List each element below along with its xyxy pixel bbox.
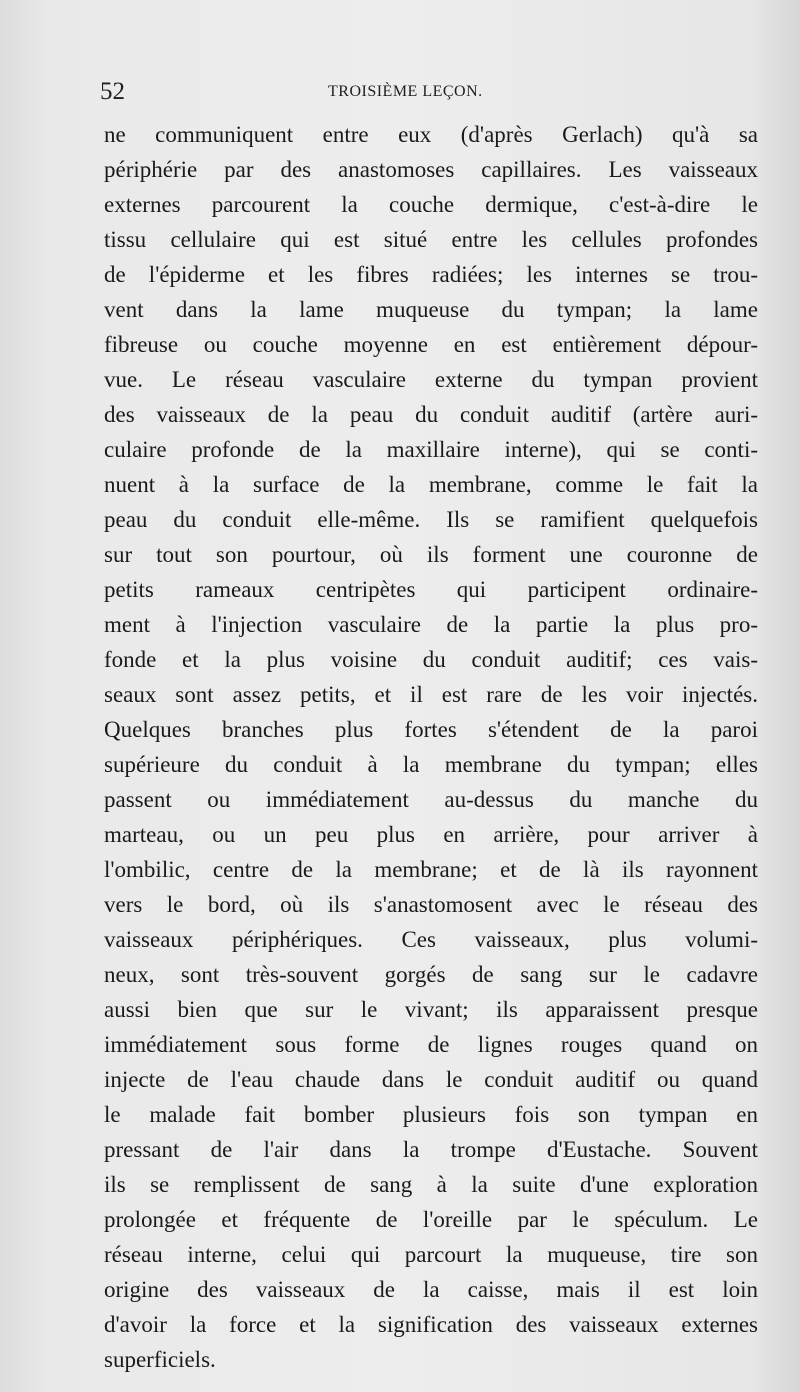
text-line: externes parcourent la couche dermique, c'est-à-dire le [104, 192, 758, 217]
text-line: ils se remplissent de sang à la suite d'une exploration [104, 1172, 758, 1197]
running-title: TROISIÈME LEÇON. [328, 83, 483, 100]
text-line: nuent à la surface de la membrane, comme le fait la [104, 472, 758, 497]
text-line-last: superficiels. [104, 1347, 216, 1372]
text-line: vent dans la lame muqueuse du tympan; la lame [104, 297, 758, 322]
text-line: périphérie par des anastomoses capillaires. Les vaisseaux [104, 157, 758, 182]
text-line: de l'épiderme et les fibres radiées; les internes se trou- [104, 262, 758, 287]
text-line: culaire profonde de la maxillaire interne), qui se conti- [104, 437, 758, 462]
text-line: ne communiquent entre eux (d'après Gerlach) qu'à sa [104, 122, 758, 147]
text-line: petits rameaux centripètes qui participent ordinaire- [104, 577, 758, 602]
text-line: fibreuse ou couche moyenne en est entièrement dépour- [104, 332, 758, 357]
text-line: le malade fait bomber plusieurs fois son tympan en [104, 1102, 758, 1127]
text-line: pressant de l'air dans la trompe d'Eustache. Souvent [104, 1137, 758, 1162]
text-line: seaux sont assez petits, et il est rare de les voir injectés. [104, 682, 758, 707]
text-line: des vaisseaux de la peau du conduit auditif (artère auri- [104, 402, 758, 427]
text-line: vue. Le réseau vasculaire externe du tympan provient [104, 367, 758, 392]
text-line: sur tout son pourtour, où ils forment une couronne de [104, 542, 758, 567]
text-line: vaisseaux périphériques. Ces vaisseaux, plus volumi- [104, 927, 758, 952]
body-text [104, 117, 758, 1377]
text-line: origine des vaisseaux de la caisse, mais il est loin [104, 1277, 758, 1302]
text-line: supérieure du conduit à la membrane du tympan; elles [104, 752, 758, 777]
text-line: Quelques branches plus fortes s'étendent de la paroi [104, 717, 758, 742]
text-line: injecte de l'eau chaude dans le conduit auditif ou quand [104, 1067, 758, 1092]
text-line: aussi bien que sur le vivant; ils apparaissent presque [104, 997, 758, 1022]
text-line: prolongée et fréquente de l'oreille par le spéculum. Le [104, 1207, 758, 1232]
text-line: peau du conduit elle-même. Ils se ramifient quelquefois [104, 507, 758, 532]
text-line: d'avoir la force et la signification des vaisseaux externes [104, 1312, 758, 1337]
text-line: vers le bord, où ils s'anastomosent avec le réseau des [104, 892, 758, 917]
text-line: réseau interne, celui qui parcourt la muqueuse, tire son [104, 1242, 758, 1267]
page-header [100, 74, 760, 110]
text-line: immédiatement sous forme de lignes rouges quand on [104, 1032, 758, 1057]
text-line: passent ou immédiatement au-dessus du manche du [104, 787, 758, 812]
text-line: marteau, ou un peu plus en arrière, pour arriver à [104, 822, 758, 847]
text-line: tissu cellulaire qui est situé entre les cellules profondes [104, 227, 758, 252]
page-number: 52 [100, 78, 125, 105]
text-line: l'ombilic, centre de la membrane; et de là ils rayonnent [104, 857, 758, 882]
text-line: ment à l'injection vasculaire de la partie la plus pro- [104, 612, 758, 637]
text-line: neux, sont très-souvent gorgés de sang sur le cadavre [104, 962, 758, 987]
text-line: fonde et la plus voisine du conduit auditif; ces vais- [104, 647, 758, 672]
